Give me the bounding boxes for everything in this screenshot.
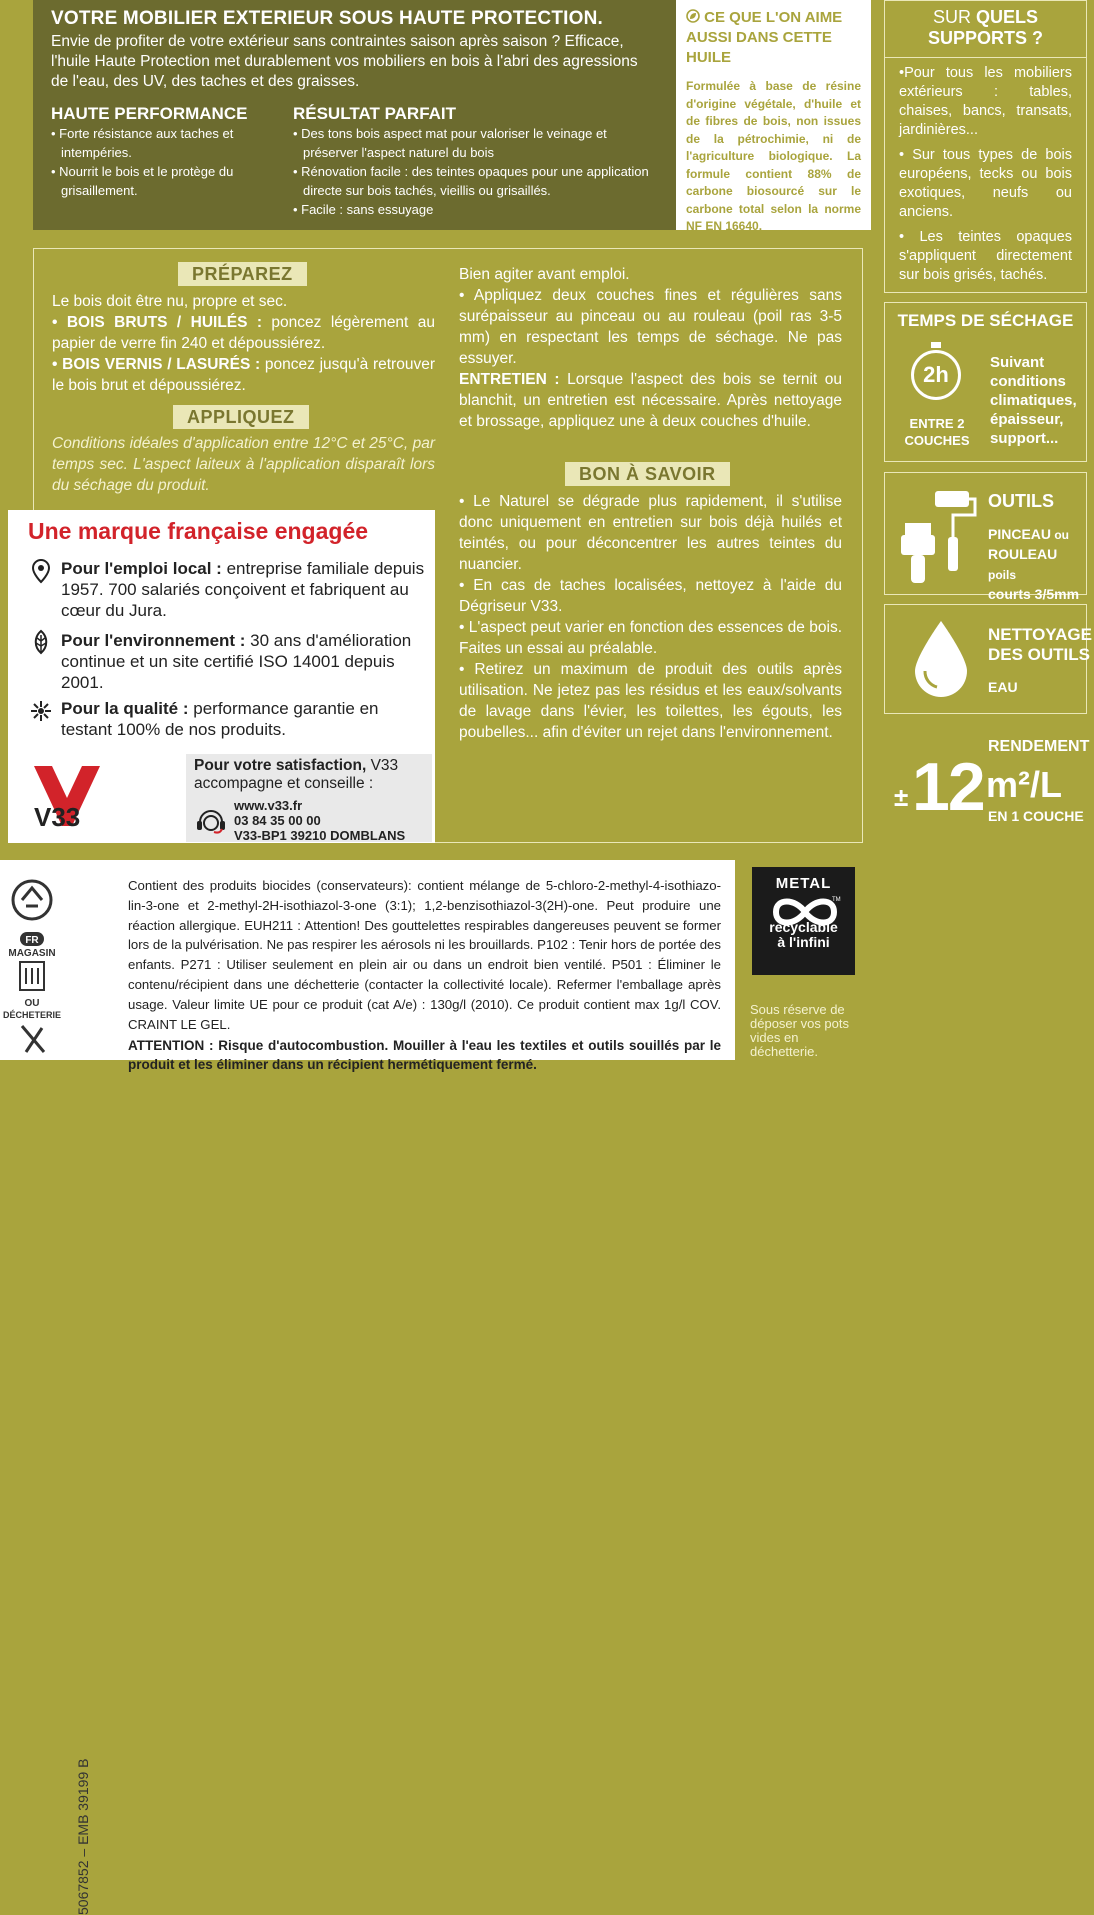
- legal-box: [114, 860, 735, 1073]
- clock-icon: 2h: [911, 350, 961, 400]
- headset-icon: [194, 804, 228, 838]
- drying-title: TEMPS DE SÉCHAGE: [897, 311, 1074, 330]
- metal-label: METAL: [775, 875, 832, 892]
- recycle-strip: [0, 860, 114, 1915]
- paint-brush-roller-icon: [899, 485, 979, 585]
- clock-knob: [931, 342, 941, 348]
- tools-title: OUTILS: [988, 491, 1054, 511]
- supports-title: SUR QUELS SUPPORTS ?: [885, 7, 1086, 58]
- satisfaction-box: [186, 754, 432, 842]
- metal-recyclable-badge: [752, 867, 855, 975]
- product-code: 5067852 – EMB 39199 B: [75, 1758, 91, 1915]
- list-item: • Forte résistance aux taches et intempéries.: [51, 126, 234, 160]
- ou-label: OU: [24, 998, 40, 1009]
- water-drop-icon: [911, 619, 971, 699]
- tools-text: PINCEAU ou ROULEAU poils courts 3/5mm: [988, 526, 1080, 602]
- drying-panel: [884, 302, 1087, 462]
- list-item: • Le Naturel se dégrade plus rapidement, il s'utilise donc uniquement en entretien sur bois déjà huilés et teintés, ou pour déconcentrer les autres teintes du nuancier.: [459, 493, 842, 573]
- brand-quality: Pour la qualité : performance garantie en testant 100% de nos produits.: [61, 699, 379, 739]
- contact-info: [234, 798, 405, 843]
- aime-box: [676, 0, 871, 233]
- leaf-icon: [686, 9, 700, 23]
- fr-label: FR: [25, 935, 39, 946]
- list-item: • Nourrit le bois et le protège du grisaillement.: [51, 164, 234, 198]
- list-item: • Des tons bois aspect mat pour valoriser le veinage et préserver l'aspect naturel du bois: [292, 126, 607, 160]
- application-text: Bien agiter avant emploi. • Appliquez deux couches fines et régulières sans surépaisseur au pinceau ou au rouleau (poil ras 3-5 mm) en respectant les temps de séchage. Ne pas essuyer. ENTRETIEN : Lorsque l'aspect des bois se ternit ou blanchit, un entretien est nécessaire. Après nettoyage et brossage, appliquez une à deux couches d'huile.: [459, 266, 842, 430]
- brand-title: Une marque française engagée: [28, 518, 369, 544]
- list-item: • L'aspect peut varier en fonction des essences de bois. Faites un essai au préalable.: [459, 619, 842, 657]
- prepare-text: Le bois doit être nu, propre et sec. • BOIS BRUTS / HUILÉS : poncez légèrement au papier de verre fin 240 et dépoussiérez. • BOIS VERNIS / LASURÉS : poncez jusqu'à retrouver le bois brut et dépoussiérez.: [52, 293, 436, 394]
- apply-title: APPLIQUEZ: [173, 405, 309, 429]
- drying-note: Suivant conditions climatiques, épaisseur, support...: [990, 354, 1077, 447]
- supports-panel: [884, 0, 1087, 293]
- banner-intro: Envie de profiter de votre extérieur sans contraintes saison après saison ? Efficace, l'huile Haute Protection met durablement vos mobiliers en bois à l'abri des agressions de l'eau, des UV, des taches et des graisses.: [51, 33, 638, 90]
- yield-label: RENDEMENT: [988, 738, 1090, 755]
- brand-local: Pour l'emploi local : entreprise familiale depuis 1957. 700 salariés conçoivent et fabriquent au cœur du Jura.: [61, 559, 425, 620]
- satisfaction-text: Pour votre satisfaction, V33 accompagne et conseille :: [194, 757, 399, 792]
- reserve-note: Sous réserve de déposer vos pots vides en déchetterie.: [750, 1002, 850, 1059]
- apply-text: Conditions idéales d'application entre 12°C et 25°C, par temps sec. L'aspect laiteux à l'application disparaît lors du séchage du produit.: [52, 435, 435, 494]
- brand-box: [8, 510, 435, 843]
- infinity-recycle-icon: [770, 895, 840, 929]
- aime-title: CE QUE L'ON AIME AUSSI DANS CETTE HUILE: [686, 9, 843, 66]
- star-burst-icon: [28, 698, 54, 724]
- trademark-label: TM: [832, 897, 841, 903]
- yield-value: 12: [912, 749, 984, 825]
- address: V33-BP1 39210 DOMBLANS: [234, 828, 406, 843]
- banner-title: VOTRE MOBILIER EXTERIEUR SOUS HAUTE PROTECTION.: [51, 8, 603, 29]
- supports-item: • Les teintes opaques s'appliquent directement sur bois grisés, tachés.: [899, 229, 1072, 283]
- result-list: [293, 124, 658, 219]
- list-item: • Facile : sans essuyage: [292, 202, 434, 217]
- tools-panel: [884, 472, 1087, 602]
- location-pin-icon: [28, 558, 54, 584]
- leaf-icon: [28, 629, 54, 655]
- good-to-know-text: [459, 491, 842, 743]
- v33-logo: [32, 762, 102, 832]
- phone-number: 03 84 35 00 00: [234, 813, 321, 828]
- v33-logo-text: V33: [34, 802, 81, 832]
- website-link[interactable]: www.v33.fr: [234, 798, 303, 813]
- aime-text: Formulée à base de résine d'origine végétale, d'huile et de fibres de bois, non issues de la pétrochimie, ni de l'agriculture biologique. La formule contient 88% de carbone biosourcé sur le carbone total selon la norme NF EN 16640.: [686, 79, 861, 233]
- decheterie-label: DÉCHETERIE: [2, 1010, 62, 1020]
- cleaning-title: NETTOYAGE DES OUTILS: [988, 625, 1092, 664]
- cleaning-panel: [884, 604, 1092, 714]
- cleaning-eau: EAU: [988, 679, 1018, 695]
- good-to-know-title: BON À SAVOIR: [565, 462, 730, 486]
- yield-panel: [888, 738, 1088, 838]
- legal-warning: ATTENTION : Risque d'autocombustion. Mouiller à l'eau les textiles et outils souillés par le produit et les éliminer dans un récipient hermétiquement fermé.: [128, 1038, 721, 1073]
- brand-environment: Pour l'environnement : 30 ans d'amélioration continue et un site certifié ISO 14001 depuis 2001.: [61, 631, 412, 692]
- magasin-label: MAGASIN: [8, 948, 56, 959]
- performance-list: [51, 124, 273, 200]
- yield-sub: EN 1 COUCHE: [988, 808, 1084, 824]
- legal-text: Contient des produits biocides (conservateurs): contient mélange de 5-chloro-2-methyl-4-isothiazo-lin-3-one et 2-methyl-2H-isothiazol-3-one (3:1); 1,2-benzisothiazol-3(2H)-one. Peut produire une réaction allergique. EUH211 : Attention! Des gouttelettes respirables dangereuses peuvent se former lors de la pulvérisation. Ne pas respirer les aérosols ni les brouillards. P102 : Tenir hors de portée des enfants. P271 : Utiliser seulement en plein air ou dans un endroit bien ventilé. P501 : Éliminer le contenu/récipient dans une déchetterie (contacter la collectivité locale). Refermer l'emballage après usage. Valeur limite UE pour ce produit (cat A/e) : 130g/l (2010). Ce produit contient max 1g/l COV. CRAINT LE GEL.: [128, 878, 721, 1032]
- result-title: RÉSULTAT PARFAIT: [292, 104, 457, 123]
- prepare-title: PRÉPAREZ: [178, 262, 307, 286]
- triman-icon: [2, 876, 62, 1056]
- top-banner: [33, 0, 676, 230]
- yield-unit: m²/L: [986, 764, 1062, 805]
- drying-entre: ENTRE 2 COUCHES: [904, 416, 970, 448]
- supports-item: •Pour tous les mobiliers extérieurs : tables, chaises, bancs, transats, jardinières...: [899, 65, 1072, 138]
- supports-item: • Sur tous types de bois européens, tecks ou bois exotiques, neufs ou anciens.: [899, 147, 1072, 220]
- list-item: • Retirez un maximum de produit des outils après utilisation. Ne jetez pas les résidus et les eaux/solvants de lavage dans l'évier, les toilettes, les égouts, les poubelles... afin d'éviter un rejet dans l'environnement.: [459, 661, 842, 741]
- performance-title: HAUTE PERFORMANCE: [51, 104, 248, 123]
- metal-text: recyclable à l'infini: [769, 919, 838, 950]
- list-item: • Rénovation facile : des teintes opaques pour une application directe sur bois tachés, vieillis ou grisaillés.: [292, 164, 649, 198]
- yield-plusminus: ±: [894, 782, 909, 812]
- list-item: • En cas de taches localisées, nettoyez à l'aide du Dégriseur V33.: [459, 577, 842, 615]
